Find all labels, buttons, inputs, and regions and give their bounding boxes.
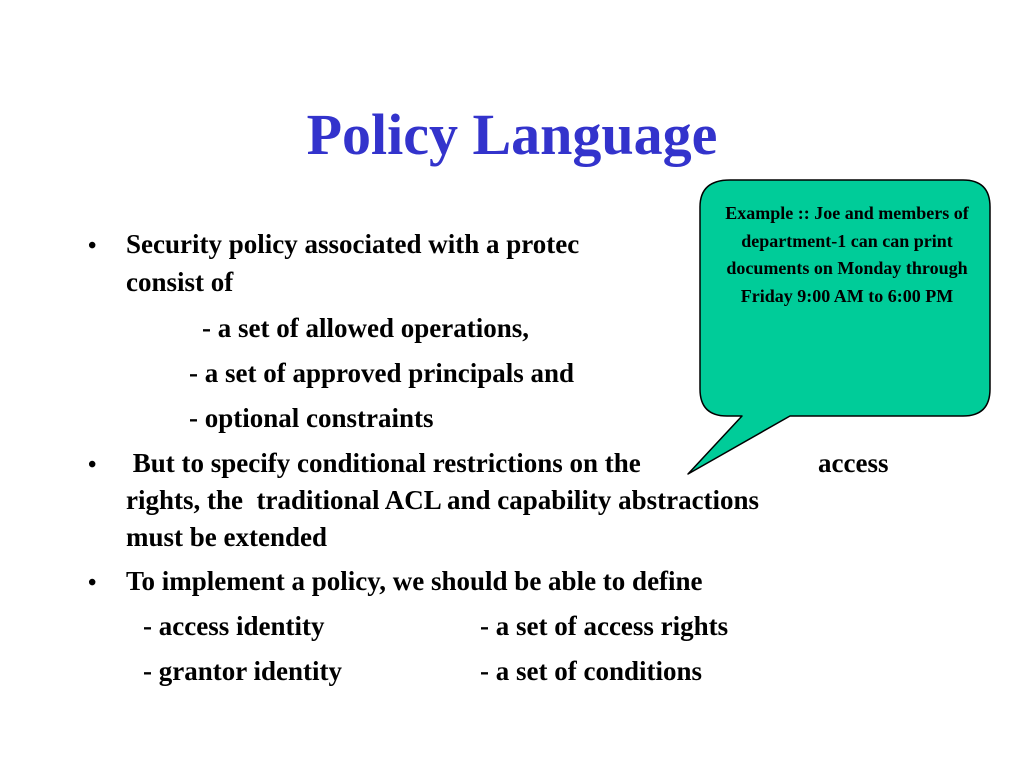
slide-title: Policy Language: [306, 102, 718, 167]
bullet-marker: •: [88, 570, 97, 596]
bullet-3-col-1-row-1: - access identity: [143, 611, 325, 641]
bullet-marker: •: [88, 452, 97, 478]
bullet-2-line-2: rights, the traditional ACL and capability abstractions: [126, 485, 760, 515]
callout-text: Example :: Joe and members of department-1 can can print documents on Monday through Friday 9:00 AM to 6:00 PM: [725, 203, 969, 306]
bullet-1-sub-item-3: - optional constraints: [189, 403, 434, 433]
bullet-1-line-2: consist of: [126, 267, 234, 297]
bullet-1-sub-item-2: - a set of approved principals and: [189, 358, 575, 388]
bullet-2-line-1-end: access: [818, 448, 889, 478]
bullet-3-line-1: To implement a policy, we should be able to define: [126, 566, 703, 596]
bullet-3-col-2-row-1: - a set of access rights: [480, 611, 729, 641]
bullet-2-line-1: But to specify conditional restrictions on the: [126, 448, 641, 478]
bullet-3-col-2-row-2: - a set of conditions: [480, 656, 702, 686]
bullet-marker: •: [88, 233, 97, 259]
bullet-2-line-3: must be extended: [126, 522, 327, 552]
bullet-1-sub-item-1: - a set of allowed operations,: [202, 313, 529, 343]
bullet-1-line-1: Security policy associated with a protec: [126, 229, 580, 259]
bullet-3-col-1-row-2: - grantor identity: [143, 656, 342, 686]
